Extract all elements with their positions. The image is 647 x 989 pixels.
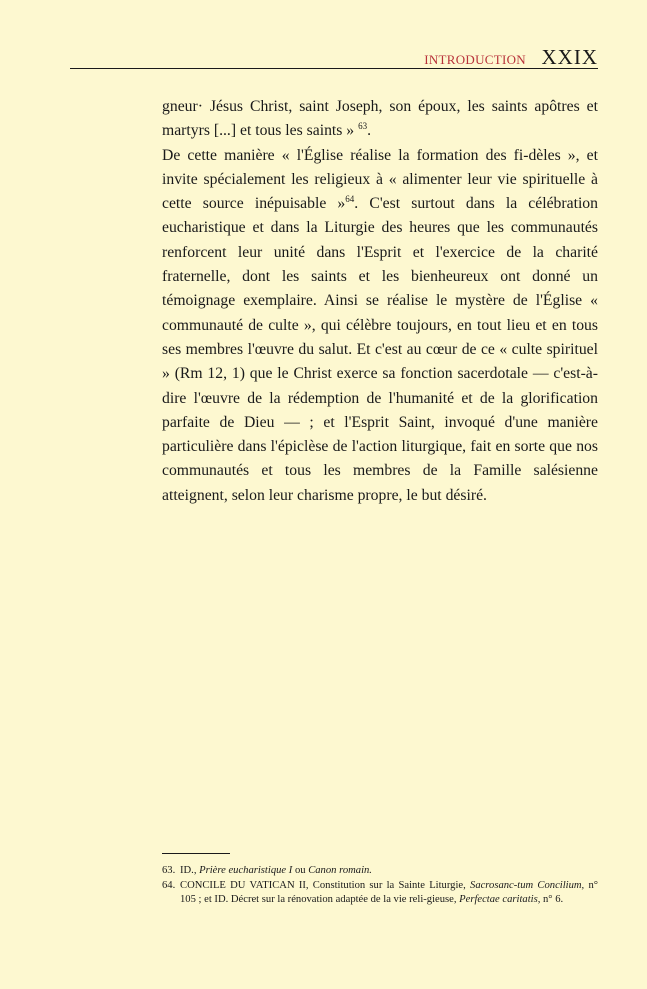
footnote-text: ID., bbox=[180, 865, 200, 876]
footnote-title: Canon romain. bbox=[308, 865, 372, 876]
footnote-ref-64: 64 bbox=[345, 194, 355, 205]
footnote-text: n° 105 ; et ID. Décret sur la rénovation adaptée de la vie reli-gieuse, bbox=[180, 879, 598, 905]
header-rule bbox=[70, 68, 598, 69]
paragraph-2-text-a: De cette manière « l'Église réalise la formation des fi-dèles », et invite spécialement les religieux à « alimenter leur vie spirituelle à cette source inépuisable » bbox=[162, 146, 598, 213]
paragraph-2-text-b: . C'est surtout dans la célébration eucharistique et dans la Liturgie des heures que les communautés renforcent leur unité dans l'Esprit et l'exercice de la charité fraternelle, dont les saints et les bienheureux ont donné un témoignage exemplaire. Ainsi se réalise le mystère de l'Église « communauté de culte », qui célèbre toujours, en tout lieu et en tous ses membres l'œuvre du salut. Et c'est au cœur de ce « culte spirituel » (Rm 12, 1) que le Christ exerce sa fonction sacerdotale — c'est-à-dire l'œuvre de la rédemption de l'humanité et de la glorification parfaite de Dieu — ; et l'Esprit Saint, invoqué d'une manière particulière dans l'épiclèse de l'action liturgique, fait en sorte que nos communautés et tous les membres de la Famille salésienne atteignent, selon leur charisme propre, le but désiré. bbox=[162, 195, 598, 504]
footnote-63 bbox=[162, 864, 598, 879]
footnote-title: Prière eucharistique I bbox=[199, 865, 293, 876]
body-text bbox=[162, 95, 598, 508]
footnote-title: Perfectae caritatis, bbox=[459, 894, 541, 905]
page-number: XXIX bbox=[541, 45, 598, 69]
footnote-rule bbox=[162, 853, 230, 854]
footnote-number: 64. bbox=[162, 879, 176, 891]
section-title: INTRODUCTION bbox=[424, 52, 526, 67]
footnote-text: CONCILE DU VATICAN II, Constitution sur la Sainte Liturgie, bbox=[180, 879, 471, 891]
paragraph-2 bbox=[162, 144, 598, 508]
footnote-text: ou bbox=[292, 865, 309, 876]
footnote-ref-63: 63 bbox=[358, 121, 368, 132]
footnote-64 bbox=[162, 879, 598, 908]
footnote-text: n° 6. bbox=[540, 894, 564, 905]
paragraph-1 bbox=[162, 95, 598, 144]
footnote-number: 63. bbox=[162, 865, 176, 876]
paragraph-1-text-b: . bbox=[367, 122, 371, 140]
footnote-title: Sacrosanc-tum Concilium, bbox=[470, 879, 585, 891]
footnotes bbox=[162, 864, 598, 908]
running-header bbox=[70, 44, 598, 70]
paragraph-1-text-a: gneur· Jésus Christ, saint Joseph, son époux, les saints apôtres et martyrs [...] et tous les saints » bbox=[162, 98, 598, 140]
